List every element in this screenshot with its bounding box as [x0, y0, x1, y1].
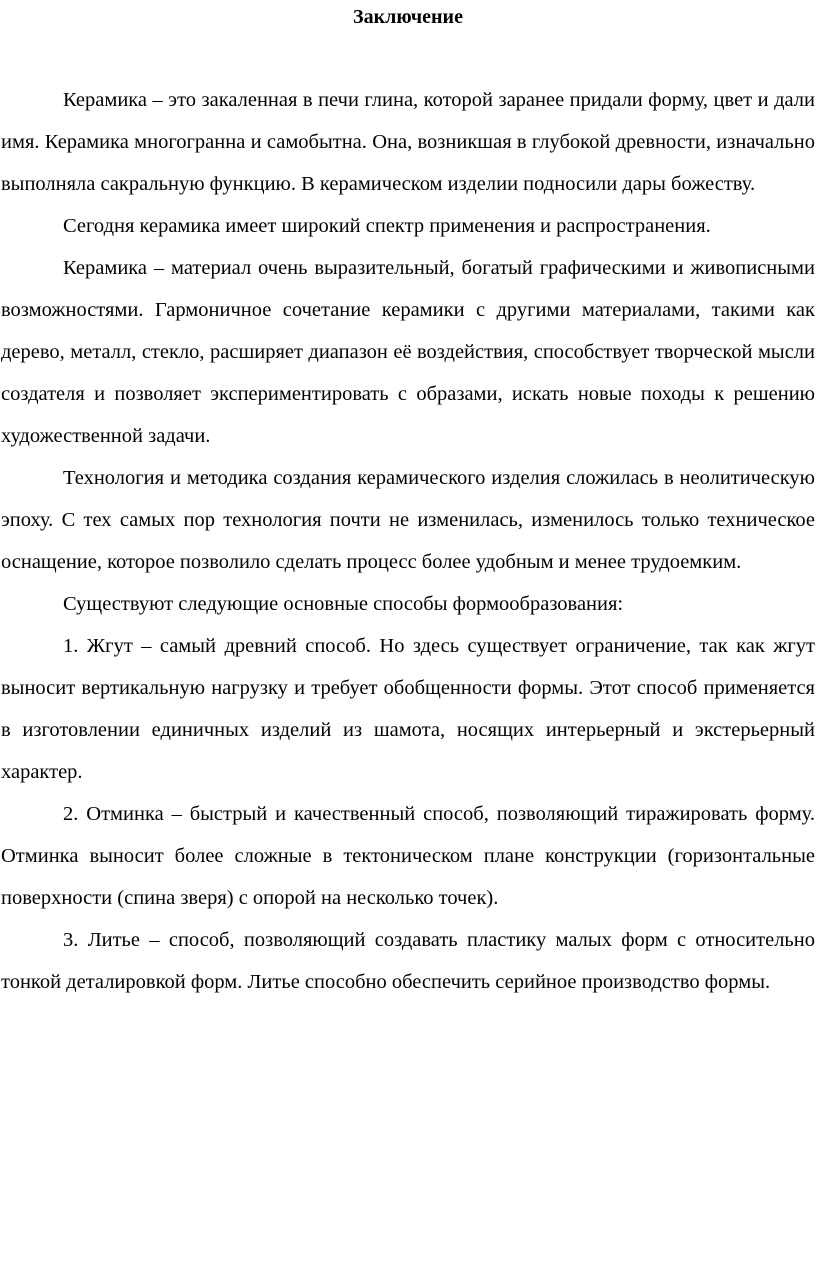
- paragraph-methods-intro: Существуют следующие основные способы формообразования:: [63, 593, 624, 615]
- document-body: [1, 79, 815, 1003]
- paragraph-method-coil: 1. Жгут – самый древний способ. Но здесь существует ограничение, так как жгут выносит вертикальную нагрузку и требует обобщенности формы. Этот способ применяется в изготовлении единичных изделий из шамота, носящих интерьерный и экстерьерный характер.: [1, 635, 815, 783]
- paragraph-technology: Технология и методика создания керамического изделия сложилась в неолитическую эпоху. С тех самых пор технология почти не изменилась, изменилось только техническое оснащение, которое позволило сделать процесс более удобным и менее трудоемким.: [1, 467, 815, 573]
- paragraph-ceramics-definition: Керамика – это закаленная в печи глина, которой заранее придали форму, цвет и дали имя. Керамика многогранна и самобытна. Она, возникшая в глубокой древности, изначально выполняла сакральную функцию. В керамическом изделии подносили дары божеству.: [1, 89, 815, 195]
- document-title: Заключение: [353, 6, 463, 28]
- paragraph-ceramics-application: Сегодня керамика имеет широкий спектр применения и распространения.: [63, 215, 711, 237]
- paragraph-ceramics-material: Керамика – материал очень выразительный, богатый графическими и живописными возможностями. Гармоничное сочетание керамики с другими материалами, такими как дерево, металл, стекло, расширяет диапазон её воздействия, способствует творческой мысли создателя и позволяет экспериментировать с образами, искать новые походы к решению художественной задачи.: [1, 257, 815, 447]
- paragraph-method-pressing: 2. Отминка – быстрый и качественный способ, позволяющий тиражировать форму. Отминка выносит более сложные в тектоническом плане конструкции (горизонтальные поверхности (спина зверя) с опорой на несколько точек).: [1, 803, 815, 909]
- paragraph-method-casting: 3. Литье – способ, позволяющий создавать пластику малых форм с относительно тонкой деталировкой форм. Литье способно обеспечить серийное производство формы.: [1, 929, 815, 993]
